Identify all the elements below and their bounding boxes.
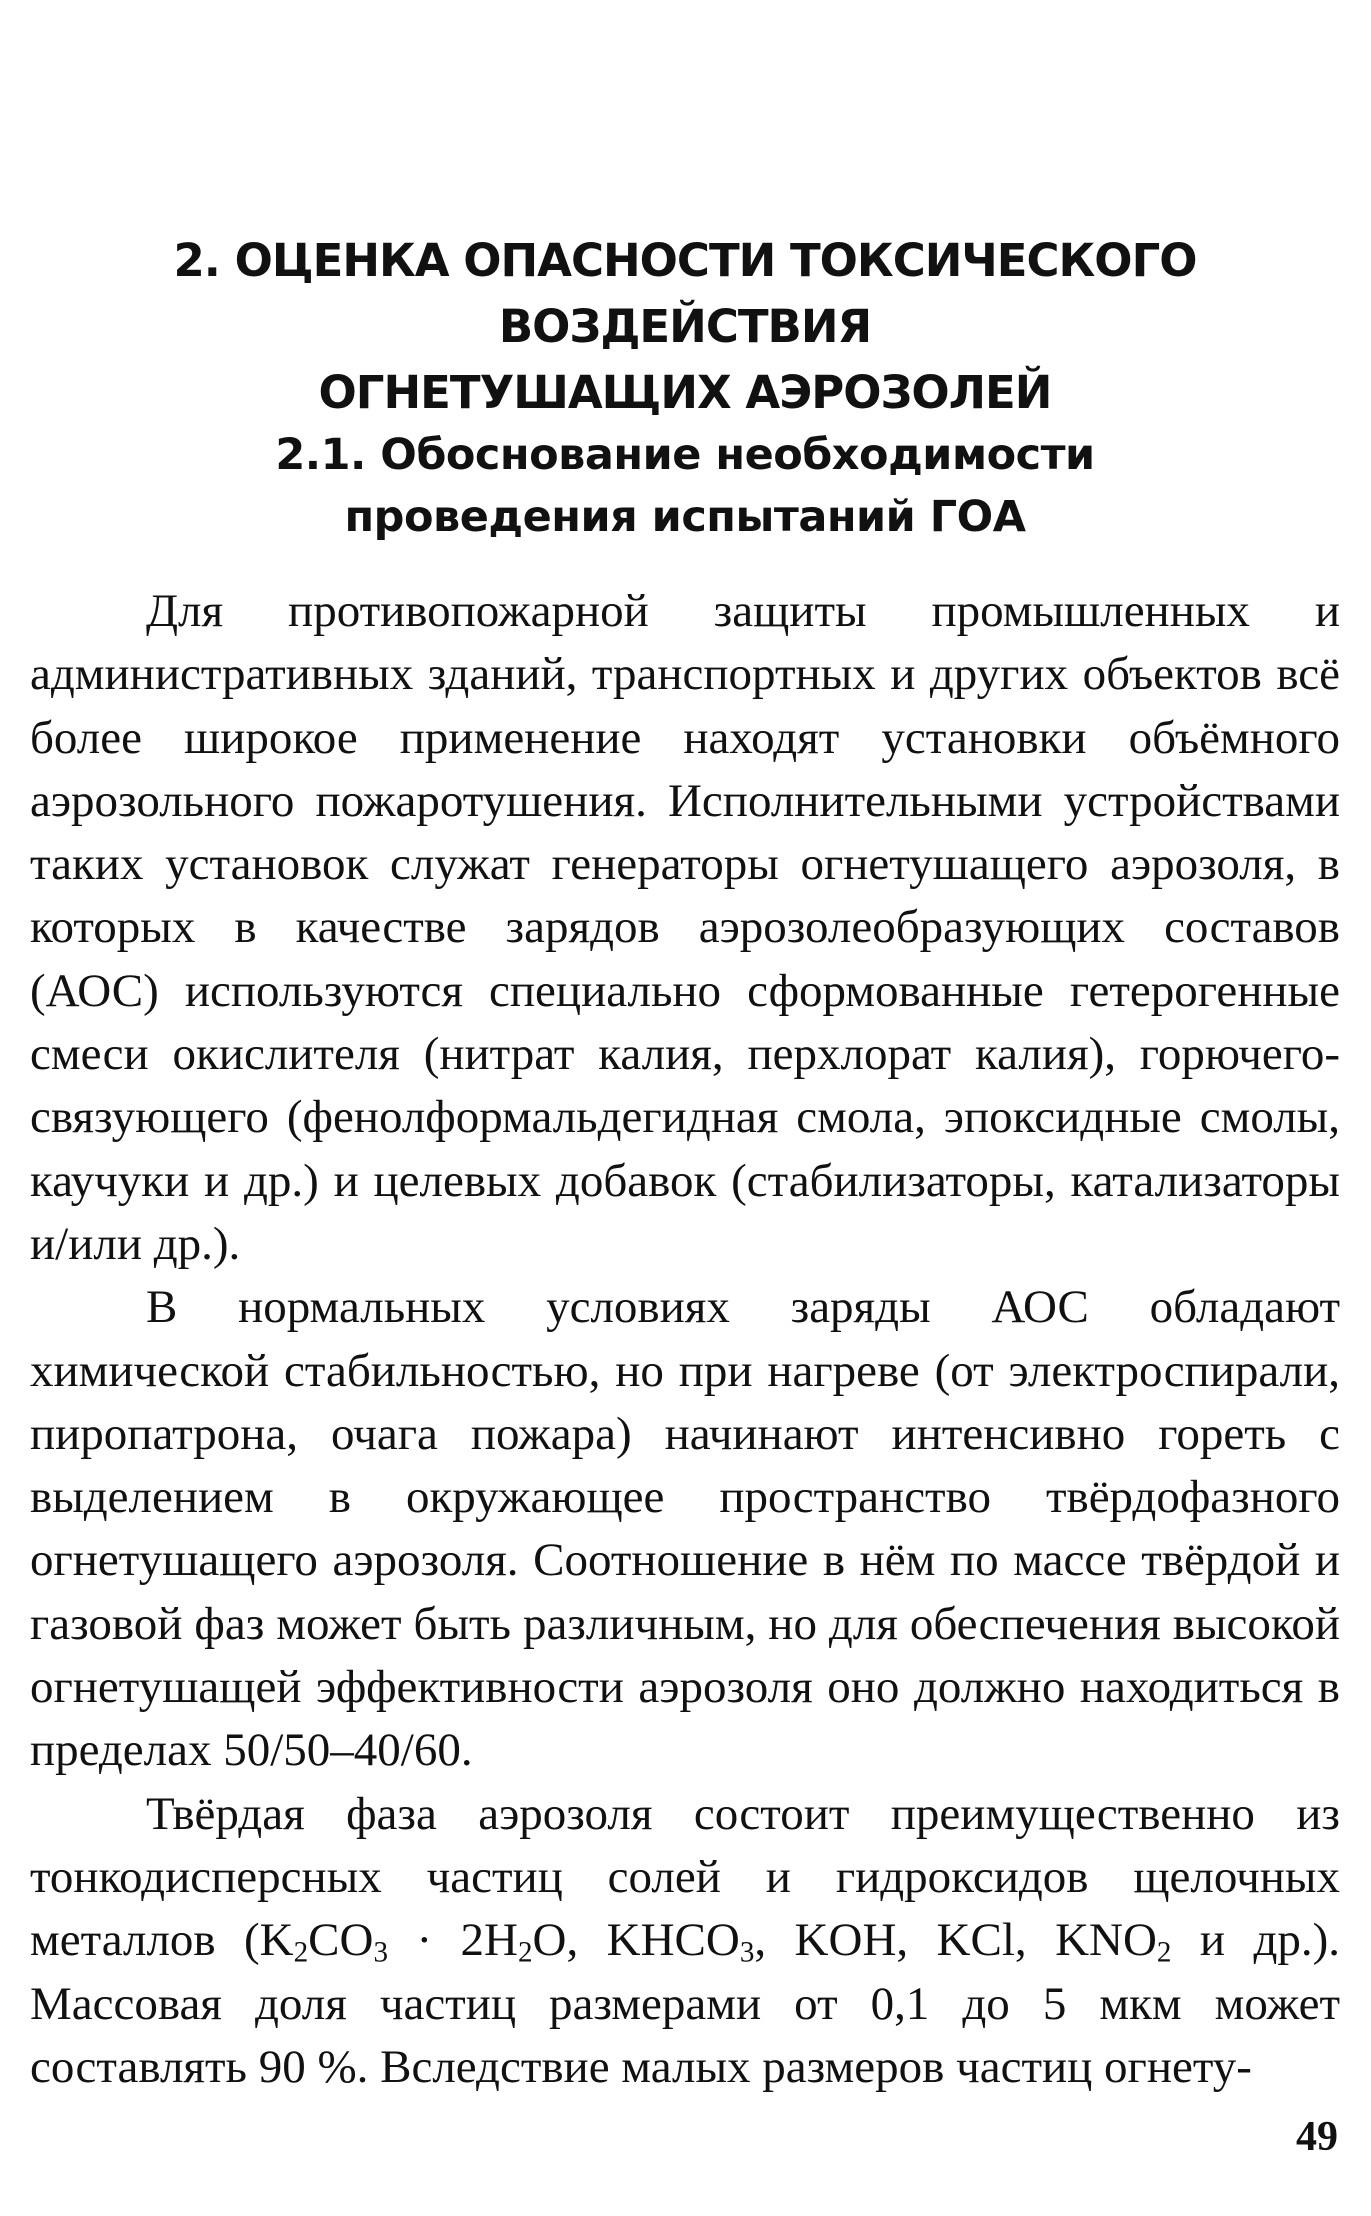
subscript: 3 [373,1936,389,1969]
subscript: 3 [739,1936,755,1969]
section-title-line-1: 2.1. Обоснование необходимости [275,430,1095,480]
paragraph-3-text-5: , KOH, KCl, KNO [754,1914,1157,1967]
paragraph-2: В нормальных условиях заряды АОС обладают химической стабильностью, но при нагреве (от электроспирали, пиропатрона, очага пожара) начинают интенсивно гореть с выделением в окружающее пространство твёрдофазного огнетушащего аэрозоля. Соотношение в нём по массе твёрдой и газовой фаз может быть различным, но для обеспечения высокой огнетушащей эффективности аэрозоля оно должно находиться в пределах 50/50–40/60. [30,1281,1340,1777]
chapter-title-line-1: 2. ОЦЕНКА ОПАСНОСТИ ТОКСИЧЕСКОГО ВОЗДЕЙСТВИЯ [173,234,1197,353]
subscript: 2 [517,1936,533,1969]
paragraph-3-text-2: CO [308,1914,374,1967]
chapter-title [30,228,1340,426]
section-title-line-2: проведения испытаний ГОА [344,492,1026,542]
paragraph-3-text-6: и др.). Массовая доля частиц размерами от 0,1 до 5 мкм может составлять 90 %. Вследствие малых размеров частиц огнету- [30,1914,1341,2093]
paragraph-3-text-4: O, KHCO [532,1914,740,1967]
chapter-title-line-2: ОГНЕТУШАЩИХ АЭРОЗОЛЕЙ [318,366,1052,419]
paragraph-1: Для противопожарной защиты промышленных и административных зданий, транспортных и других объектов всё более широкое применение находят установки объёмного аэрозольного пожаротушения. Исполнительными устройствами таких установок служат генераторы огнетушащего аэрозоля, в которых в качестве зарядов аэрозолеобразующих составов (АОС) используются специально сформованные гетерогенные смеси окислителя (нитрат калия, перхлорат калия), горючего-связующего (фенолформальдегидная смола, эпоксидные смолы, каучуки и др.) и целевых добавок (стабилизаторы, катализаторы и/или др.). [30,585,1340,1270]
section-title [30,424,1340,548]
paragraph-3 [30,1783,1340,2099]
subscript: 2 [293,1936,309,1969]
paragraph-3-text-3: · 2H [388,1914,518,1967]
body-text [30,580,1340,2099]
paragraph-3-text-1: Твёрдая фаза аэрозоля состоит преимущественно из тонкодисперсных частиц солей и гидроксидов щелочных металлов (K [30,1787,1340,1967]
subscript: 2 [1156,1936,1172,1969]
page-number: 49 [1296,2114,1338,2160]
